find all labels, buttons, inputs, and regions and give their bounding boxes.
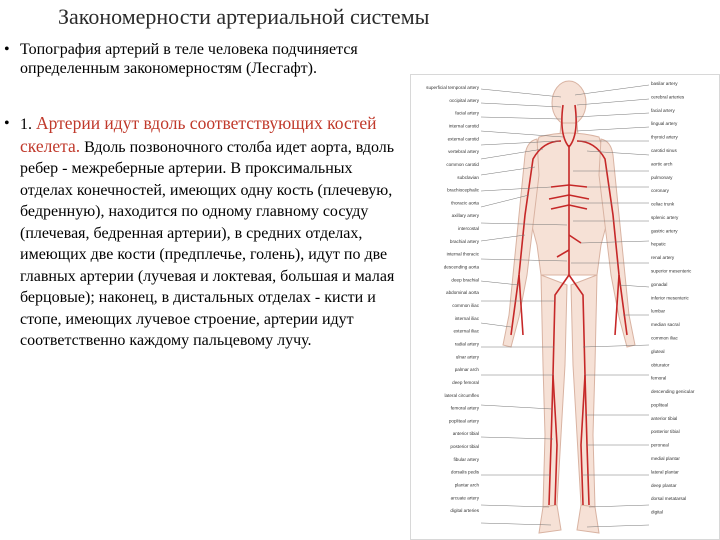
figure-label-left: common iliac bbox=[452, 303, 479, 308]
figure-label-right: common iliac bbox=[651, 335, 678, 341]
figure-label-right: lingual artery bbox=[651, 121, 678, 127]
figure-label-right: splenic artery bbox=[651, 214, 679, 220]
figure-label-left: popliteal artery bbox=[448, 418, 479, 424]
figure-label-right: renal artery bbox=[651, 255, 675, 261]
figure-label-right: gonadal bbox=[651, 281, 668, 287]
figure-label-right: peroneal bbox=[651, 442, 669, 448]
figure-label-left: femoral artery bbox=[450, 405, 479, 411]
figure-label-right: coronary bbox=[651, 188, 669, 194]
figure-label-right: hepatic bbox=[651, 241, 666, 247]
right-labels bbox=[651, 81, 695, 515]
figure-label-right: facial artery bbox=[651, 107, 675, 113]
figure-label-left: arcuate artery bbox=[450, 495, 479, 501]
figure-label-left: descending aorta bbox=[443, 264, 479, 270]
figure-label-left: thoracic aorta bbox=[451, 200, 479, 206]
figure-label-left: deep brachial bbox=[451, 277, 479, 283]
figure-label-left: digital arteries bbox=[450, 508, 479, 514]
figure-label-left: anterior tibial bbox=[452, 431, 479, 437]
figure-label-left: deep femoral bbox=[452, 379, 479, 385]
bullet-marker: • bbox=[4, 41, 10, 58]
figure-label-right: posterior tibial bbox=[651, 429, 680, 435]
figure-label-left: subclavian bbox=[457, 174, 479, 180]
figure-label-right: celiac trunk bbox=[651, 201, 675, 207]
bullet-topography bbox=[4, 40, 399, 78]
figure-label-right: carotid sinus bbox=[651, 147, 677, 153]
figure-label-left: internal thoracic bbox=[446, 251, 479, 257]
rule-body: Вдоль позвоночного столба идет аорта, вдоль ребер - межреберные артерии. В проксимальных отделах конечностей, имеющих одну кость (плечевую, бедренную), находится по одному главному сосуду (плечевая, бедренная артерии), в средних отделах, имеющих две кости (предплечье, голень), идут по две главных артерии (лучевая и локтевая, большая и малая берцовые); наконец, в дистальных отделах - кисти и стопе, имеющих лучевое строение, артерии идут соответственно каждому пальцевому лучу. bbox=[20, 138, 395, 349]
figure-label-left: facial artery bbox=[455, 110, 479, 116]
figure-label-left: posterior tibial bbox=[450, 444, 479, 450]
rule-number: 1. bbox=[20, 116, 32, 133]
figure-label-right: anterior tibial bbox=[651, 415, 678, 421]
slide-title: Закономерности артериальной системы bbox=[58, 4, 430, 29]
figure-label-left: palmar arch bbox=[454, 367, 479, 373]
rule-highlight: Артерии идут вдоль соответствующих костей скелета. bbox=[20, 113, 377, 156]
figure-label-left: abdominal aorta bbox=[446, 290, 479, 296]
figure-label-right: basilar artery bbox=[651, 81, 678, 86]
figure-label-right: digital bbox=[651, 509, 664, 515]
figure-label-right: thyroid artery bbox=[651, 134, 678, 140]
arterial-diagram bbox=[411, 75, 719, 539]
figure-label-left: dorsalis pedis bbox=[450, 469, 479, 475]
figure-label-left: occipital artery bbox=[449, 97, 479, 103]
figure-label-right: superior mesenteric bbox=[651, 268, 692, 274]
figure-label-left: plantar arch bbox=[454, 482, 479, 488]
arterial-system-figure bbox=[410, 74, 720, 540]
figure-label-left: internal iliac bbox=[454, 315, 479, 321]
bullet-topography-text: Топография артерий в теле человека подчиняется определенным закономерностям (Лесгафт). bbox=[20, 41, 358, 77]
figure-label-left: external iliac bbox=[453, 328, 479, 334]
figure-label-right: aortic arch bbox=[651, 161, 673, 167]
figure-label-left: external carotid bbox=[447, 136, 479, 142]
figure-label-right: deep plantar bbox=[651, 482, 677, 488]
figure-label-right: medial plantar bbox=[651, 456, 680, 462]
figure-label-right: dorsal metatarsal bbox=[651, 496, 687, 502]
left-labels bbox=[426, 85, 480, 513]
figure-label-right: gastric artery bbox=[651, 228, 678, 234]
figure-label-right: pulmonary bbox=[651, 174, 673, 180]
figure-label-left: common carotid bbox=[446, 161, 479, 167]
figure-label-right: gluteal bbox=[651, 348, 665, 354]
bullet-marker: • bbox=[4, 115, 10, 132]
figure-label-right: descending genicular bbox=[651, 389, 695, 395]
figure-label-left: vertebral artery bbox=[448, 149, 479, 155]
figure-label-right: median sacral bbox=[651, 322, 680, 328]
figure-label-left: fibular artery bbox=[453, 456, 479, 462]
figure-label-left: axillary artery bbox=[451, 213, 479, 219]
figure-label-left: brachiocephalic bbox=[447, 187, 479, 193]
figure-label-right: inferior mesenteric bbox=[651, 295, 689, 301]
figure-label-left: superficial temporal artery bbox=[426, 85, 479, 90]
figure-label-right: obturator bbox=[651, 362, 670, 368]
figure-label-left: ulnar artery bbox=[455, 354, 479, 360]
figure-label-left: brachial artery bbox=[449, 238, 479, 244]
figure-label-left: intercostal bbox=[458, 226, 479, 232]
figure-label-right: femoral bbox=[651, 375, 667, 381]
bullet-rule-1-content bbox=[4, 113, 399, 352]
bullet-rule-1 bbox=[4, 113, 399, 352]
figure-label-right: cerebral arteries bbox=[651, 94, 685, 100]
figure-label-right: popliteal bbox=[651, 402, 669, 408]
figure-label-left: lateral circumflex bbox=[444, 392, 479, 398]
figure-label-left: radial artery bbox=[454, 341, 479, 347]
figure-label-right: lumbar bbox=[651, 308, 666, 314]
figure-label-right: lateral plantar bbox=[651, 469, 679, 475]
figure-label-left: internal carotid bbox=[448, 123, 479, 129]
